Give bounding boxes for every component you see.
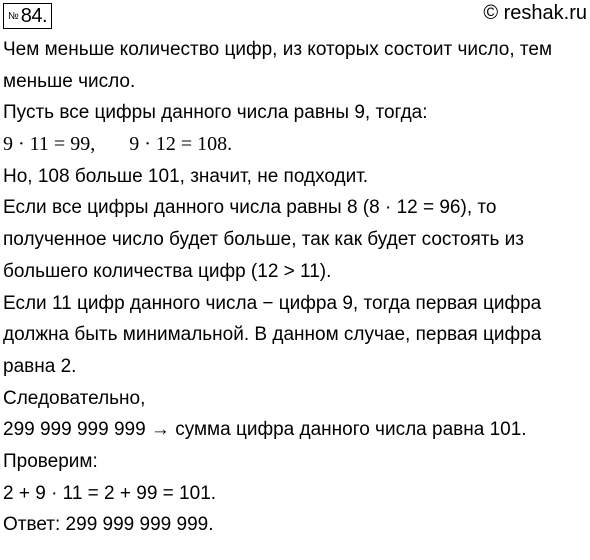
- answer-line: Ответ: 299 999 999 999.: [3, 514, 214, 536]
- text-line: Если все цифры данного числа равны 8 (8 · 12 = 96), то: [3, 197, 497, 219]
- task-number-badge: [3, 3, 52, 29]
- text-line: равна 2.: [3, 355, 77, 377]
- text-line: Но, 108 больше 101, значит, не подходит.: [3, 165, 369, 187]
- watermark: © reshak.ru: [483, 2, 587, 24]
- task-number: 84.: [20, 5, 48, 27]
- text-line: должна быть минимальной. В данном случае, первая цифра: [3, 324, 542, 346]
- text-line: большего количества цифр (12 > 11).: [3, 260, 332, 282]
- number-sign: №: [8, 11, 19, 22]
- solution-text: [3, 34, 586, 541]
- equation-2: 9 · 12 = 108.: [129, 133, 233, 156]
- text-line: Проверим:: [3, 450, 98, 472]
- text-line: Если 11 цифр данного числа − цифра 9, тогда первая цифра: [3, 292, 542, 314]
- text-line: 299 999 999 999 → сумма цифра данного числа равна 101.: [3, 419, 527, 441]
- equation-line: [3, 129, 586, 161]
- text-line: Пусть все цифры данного числа равны 9, тогда:: [3, 102, 428, 124]
- text-line: 2 + 9 · 11 = 2 + 99 = 101.: [3, 482, 217, 504]
- equation-1: 9 · 11 = 99,: [3, 133, 96, 156]
- text-line: полученное число будет больше, так как будет состоять из: [3, 229, 524, 251]
- text-line: Следовательно,: [3, 387, 146, 409]
- text-line: Чем меньше количество цифр, из которых состоит число, тем: [3, 39, 553, 60]
- text-line: меньше число.: [3, 70, 136, 92]
